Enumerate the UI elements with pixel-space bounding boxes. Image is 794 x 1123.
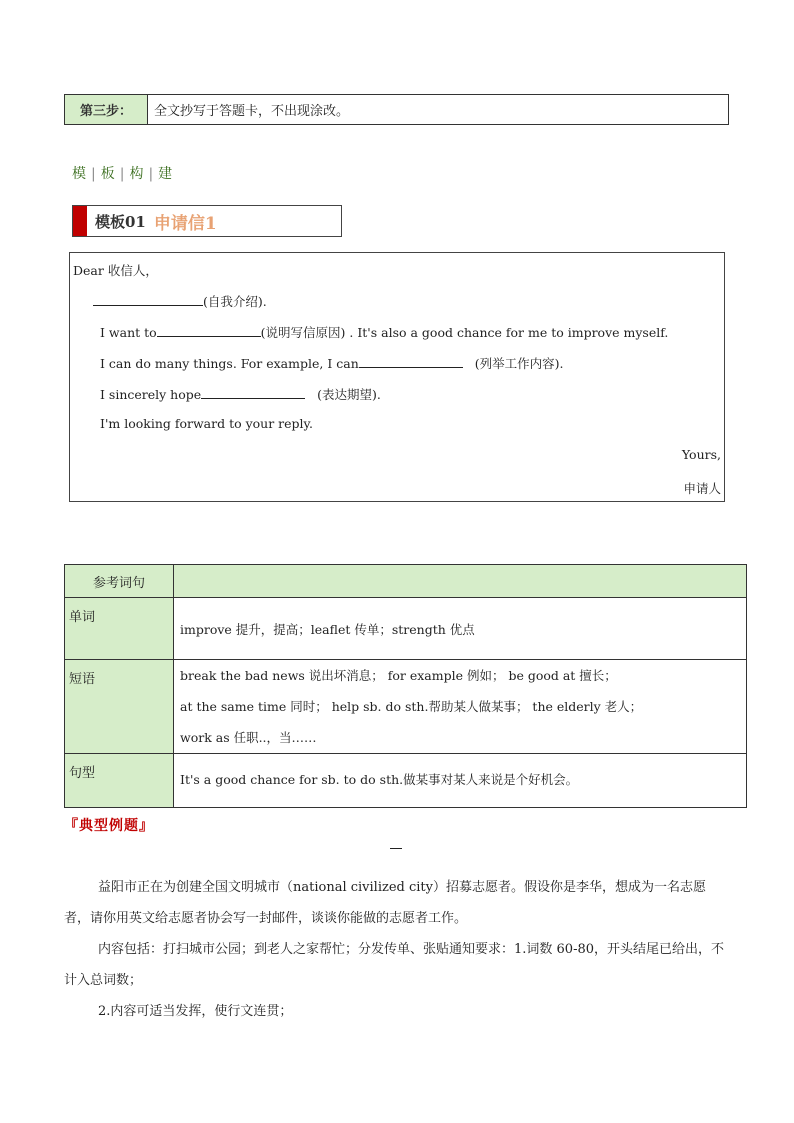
table-row xyxy=(65,565,747,598)
step-three-row xyxy=(64,94,729,125)
table-row xyxy=(65,754,747,808)
fill-blank xyxy=(157,324,261,337)
letter-line-reason xyxy=(100,323,668,341)
value-line: It's a good chance for sb. to do sth.做某事对某人来说是个好机会。 xyxy=(180,772,579,787)
example-paragraph: 益阳市正在为创建全国文明城市（national civilized city）招募志愿者。假设你是李华，想成为一名志愿者，请你用英文给志愿者协会写一封邮件，谈谈你能做的志愿者工作。 xyxy=(64,880,707,926)
letter-greeting: Dear 收信人， xyxy=(73,263,158,278)
table-header-empty xyxy=(174,565,747,598)
hint-text: (自我介绍). xyxy=(203,294,267,309)
fill-blank xyxy=(201,386,305,399)
fill-blank xyxy=(359,355,463,368)
template-accent-bar xyxy=(73,206,87,236)
letter-closing: Yours, xyxy=(681,447,721,462)
value-line: work as 任职..，当…… xyxy=(180,730,317,745)
value-line: at the same time 同时； help sb. do sth.帮助某人做某事； the elderly 老人； xyxy=(180,699,643,714)
row-key: 单词 xyxy=(65,598,174,660)
value-line: improve 提升，提高；leaflet 传单；strength 优点 xyxy=(180,622,475,637)
letter-line-work xyxy=(100,354,563,372)
table-row xyxy=(65,660,747,754)
fill-blank xyxy=(93,293,203,306)
table-row xyxy=(65,598,747,660)
heading-char: 板 xyxy=(100,166,116,182)
example-paragraph: 2.内容可适当发挥，使行文连贯； xyxy=(98,1004,293,1019)
step-text: 全文抄写于答题卡，不出现涂改。 xyxy=(154,104,350,119)
hint-text: (列举工作内容). xyxy=(474,356,564,371)
hint-text: (表达期望). xyxy=(317,387,381,402)
reference-table xyxy=(64,564,747,808)
heading-char: 构 xyxy=(129,166,145,182)
table-header-cell: 参考词句 xyxy=(65,565,174,598)
template-title: 申请信1 xyxy=(153,213,217,234)
letter-text: I sincerely hope xyxy=(100,387,202,402)
example-paragraph: 内容包括：打扫城市公园；到老人之家帮忙；分发传单、张贴通知要求：1.词数 60-80，开头结尾已给出，不计入总词数； xyxy=(64,942,725,988)
letter-line-reply: I'm looking forward to your reply. xyxy=(100,416,313,431)
template-number: 模板01 xyxy=(95,212,146,231)
step-label: 第三步： xyxy=(65,95,148,124)
heading-char: 模 xyxy=(72,166,87,182)
row-key: 短语 xyxy=(65,660,174,754)
section-heading: 模 | 板 | 构 | 建 xyxy=(72,166,174,182)
heading-char: 建 xyxy=(158,166,174,182)
letter-line-hope xyxy=(100,385,381,403)
letter-template-box xyxy=(69,252,725,502)
row-value xyxy=(174,660,747,754)
letter-line-intro xyxy=(93,292,267,310)
value-line: break the bad news 说出坏消息； for example 例如； be good at 擅长； xyxy=(180,668,617,683)
letter-text: I can do many things. For example, I can xyxy=(100,356,359,371)
example-heading: 『典型例题』 xyxy=(64,818,154,834)
template-header xyxy=(72,205,342,237)
row-value xyxy=(174,754,747,808)
dash-mark xyxy=(390,848,402,849)
row-key: 句型 xyxy=(65,754,174,808)
letter-text: I want to xyxy=(100,325,157,340)
row-value xyxy=(174,598,747,660)
letter-signature: 申请人 xyxy=(683,481,721,496)
hint-text: (说明写信原因) . It's also a good chance for me to improve myself. xyxy=(260,325,669,340)
